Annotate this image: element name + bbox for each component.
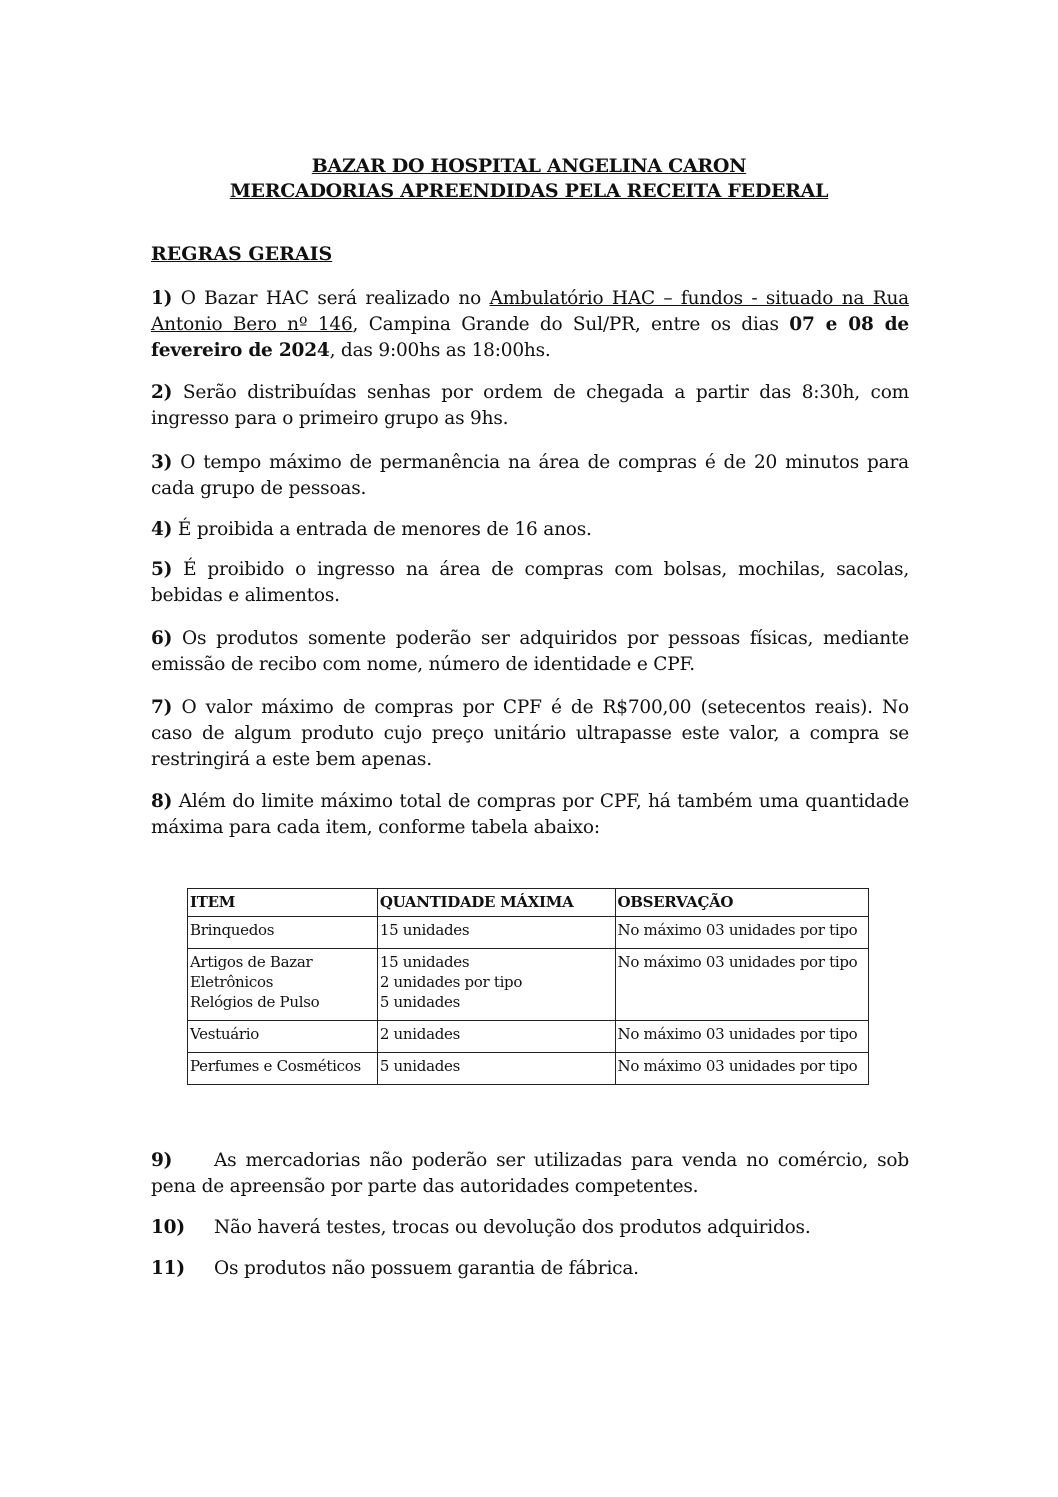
rule-text: Os produtos não possuem garantia de fábrica. <box>214 1258 639 1279</box>
item-name: Artigos de Bazar <box>190 953 313 971</box>
rule-number: 6) <box>151 628 173 649</box>
rule-3 <box>151 450 909 502</box>
quantity-cell <box>377 917 615 949</box>
quantity-value: 2 unidades por tipo <box>379 973 523 991</box>
item-cell <box>188 1053 378 1085</box>
quantity-cell <box>377 949 615 1021</box>
item-name: Brinquedos <box>190 921 275 939</box>
observation-cell: No máximo 03 unidades por tipo <box>615 1053 869 1085</box>
rule-number: 11) <box>151 1258 185 1279</box>
rule-1 <box>151 286 909 364</box>
quantity-cell <box>377 1053 615 1085</box>
observation-cell: No máximo 03 unidades por tipo <box>615 1021 869 1053</box>
rule-number: 4) <box>151 519 173 540</box>
rule-number: 10) <box>151 1217 185 1238</box>
rule-text: O tempo máximo de permanência na área de compras é de 20 minutos para cada grupo de pessoas. <box>151 452 909 499</box>
rule-number: 5) <box>151 559 173 580</box>
table-row <box>188 1053 869 1085</box>
header-max-quantity: QUANTIDADE MÁXIMA <box>377 889 615 917</box>
quantity-cell <box>377 1021 615 1053</box>
rule-5 <box>151 557 909 609</box>
rule-text: É proibida a entrada de menores de 16 anos. <box>172 519 592 540</box>
event-dates: 07 e 08 de fevereiro de 2024 <box>151 314 909 361</box>
item-name: Vestuário <box>190 1025 259 1043</box>
table-row <box>188 1021 869 1053</box>
quantity-limits-table <box>187 888 869 1085</box>
rule-text: O valor máximo de compras por CPF é de R$700,00 (setecentos reais). No caso de algum produto cujo preço unitário ultrapasse este valor, a compra se restringirá a este bem apenas. <box>151 697 909 770</box>
rule-10 <box>151 1215 909 1241</box>
rule-number: 1) <box>151 288 173 309</box>
rule-text: Não haverá testes, trocas ou devolução dos produtos adquiridos. <box>214 1217 811 1238</box>
quantity-value: 2 unidades <box>379 1025 460 1043</box>
rule-9 <box>151 1148 909 1200</box>
quantity-value: 15 unidades <box>379 953 470 971</box>
item-cell <box>188 1021 378 1053</box>
rule-text: Serão distribuídas senhas por ordem de chegada a partir das 8:30h, com ingresso para o primeiro grupo as 9hs. <box>151 382 909 429</box>
item-cell <box>188 917 378 949</box>
rule-2 <box>151 380 909 432</box>
rule-text: Os produtos somente poderão ser adquiridos por pessoas físicas, mediante emissão de recibo com nome, número de identidade e CPF. <box>151 628 909 675</box>
observation-cell: No máximo 03 unidades por tipo <box>615 917 869 949</box>
item-name: Relógios de Pulso <box>190 993 320 1011</box>
item-name: Perfumes e Cosméticos <box>190 1057 361 1075</box>
item-name: Eletrônicos <box>190 973 274 991</box>
rule-number: 2) <box>151 382 173 403</box>
rule-text: , das 9:00hs as 18:00hs. <box>329 340 551 361</box>
header-observation: OBSERVAÇÃO <box>615 889 869 917</box>
rule-text: É proibido o ingresso na área de compras com bolsas, mochilas, sacolas, bebidas e alimentos. <box>151 559 909 606</box>
rule-number: 9) <box>151 1150 173 1171</box>
rule-text: O Bazar HAC será realizado no <box>172 288 490 309</box>
rule-number: 8) <box>151 791 173 812</box>
header-item: ITEM <box>188 889 378 917</box>
table-row <box>188 949 869 1021</box>
venue-address: Ambulatório HAC – fundos - situado na Rua Antonio Bero nº 146 <box>151 288 909 335</box>
rule-text: As mercadorias não poderão ser utilizadas para venda no comércio, sob pena de apreensão por parte das autoridades competentes. <box>151 1150 909 1197</box>
observation-cell: No máximo 03 unidades por tipo <box>615 949 869 1021</box>
rule-6 <box>151 626 909 678</box>
rule-8 <box>151 789 909 841</box>
section-heading: REGRAS GERAIS <box>151 243 333 265</box>
table-header-row <box>188 889 869 917</box>
rule-number: 7) <box>151 697 173 718</box>
item-cell <box>188 949 378 1021</box>
document-title-line2: MERCADORIAS APREENDIDAS PELA RECEITA FEDERAL <box>229 180 829 202</box>
rule-text: , Campina Grande do Sul/PR, entre os dias <box>352 314 790 335</box>
quantity-value: 5 unidades <box>379 993 460 1011</box>
rule-7 <box>151 695 909 773</box>
quantity-value: 5 unidades <box>379 1057 460 1075</box>
rule-11 <box>151 1256 909 1282</box>
document-title-line1: BAZAR DO HOSPITAL ANGELINA CARON <box>311 155 747 177</box>
rule-number: 3) <box>151 452 173 473</box>
rule-4 <box>151 517 909 543</box>
rule-text: Além do limite máximo total de compras por CPF, há também uma quantidade máxima para cada item, conforme tabela abaixo: <box>151 791 909 838</box>
table-row <box>188 917 869 949</box>
quantity-value: 15 unidades <box>379 921 470 939</box>
